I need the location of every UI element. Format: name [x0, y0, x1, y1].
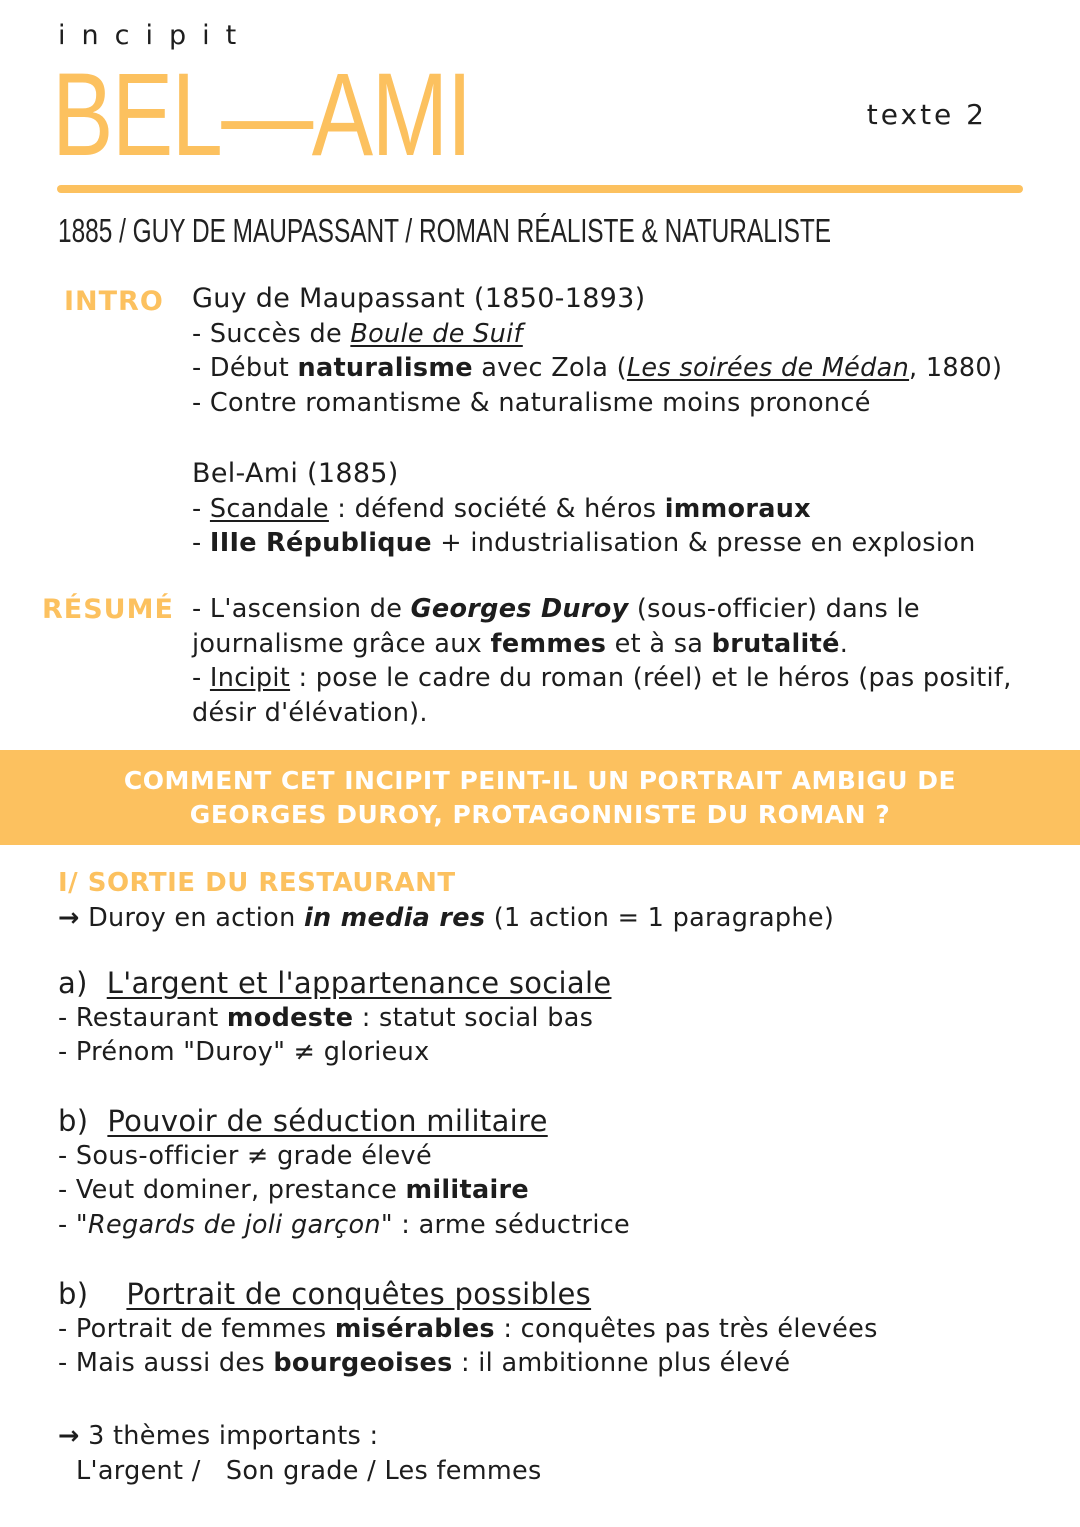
resume-line-4: désir d'élévation).: [192, 697, 428, 728]
incipit-label: incipit: [58, 20, 253, 51]
intro-label: INTRO: [64, 286, 164, 317]
subsection-c: [58, 1277, 1058, 1381]
subsection-b-item-3: - "Regards de joli garçon" : arme séductrice: [58, 1209, 631, 1240]
subsection-c-item-2: - Mais aussi des bourgeoises : il ambitionne plus élevé: [58, 1348, 791, 1378]
arrow-icon: →: [58, 903, 80, 933]
text-number: texte 2: [866, 98, 987, 131]
subsection-a: [58, 966, 1058, 1070]
section-title: I/ SORTIE DU RESTAURANT: [58, 868, 456, 898]
subsection-b-item-1: - Sous-officier ≠ grade élevé: [58, 1140, 432, 1171]
book-item-1: - Scandale : défend société & héros immoraux: [192, 493, 811, 524]
subsection-b-heading: b) Pouvoir de séduction militaire: [58, 1104, 548, 1138]
problematic-banner: [0, 750, 1080, 845]
subsection-c-item-1: - Portrait de femmes misérables : conquêtes pas très élevées: [58, 1313, 878, 1344]
book-heading: Bel-Ami (1885): [192, 458, 399, 489]
subsection-b-item-2: - Veut dominer, prestance militaire: [58, 1175, 529, 1205]
author-heading: Guy de Maupassant (1850-1893): [192, 283, 646, 314]
banner-line-2: GEORGES DUROY, PROTAGONNISTE DU ROMAN ?: [189, 799, 891, 829]
subsection-a-item-1: - Restaurant modeste : statut social bas: [58, 1002, 594, 1033]
intro-author-block: [192, 282, 1032, 420]
title-divider: [57, 185, 1023, 193]
subsection-a-heading: a) L'argent et l'appartenance sociale: [58, 966, 612, 1000]
resume-label: RÉSUMÉ: [42, 594, 174, 625]
themes-summary: [58, 1419, 1058, 1488]
banner-line-1: COMMENT CET INCIPIT PEINT-IL UN PORTRAIT AMBIGU DE: [123, 765, 957, 795]
resume-line-2: journalisme grâce aux femmes et à sa brutalité.: [192, 628, 849, 659]
intro-book-block: [192, 457, 1032, 561]
section-intro: → Duroy en action in media res (1 action = 1 paragraphe): [58, 903, 835, 933]
themes-list: L'argent / Son grade / Les femmes: [76, 1455, 542, 1486]
subsection-a-item-2: - Prénom "Duroy" ≠ glorieux: [58, 1037, 430, 1067]
subsection-c-heading: b) Portrait de conquêtes possibles: [58, 1277, 592, 1311]
intro-item-2: - Début naturalisme avec Zola (Les soirées de Médan, 1880): [192, 353, 1003, 383]
subsection-b: [58, 1104, 1058, 1242]
intro-item-3: - Contre romantisme & naturalisme moins prononcé: [192, 387, 871, 418]
page-title: BEL—AMI: [52, 49, 471, 181]
resume-line-1: - L'ascension de Georges Duroy (sous-officier) dans le: [192, 594, 920, 624]
intro-item-1: - Succès de Boule de Suif: [192, 318, 523, 349]
arrow-icon: →: [58, 1421, 80, 1451]
book-item-2: - IIIe République + industrialisation & presse en explosion: [192, 528, 976, 558]
meta-line: 1885 / GUY DE MAUPASSANT / ROMAN RÉALISTE & NATURALISTE: [58, 212, 832, 249]
themes-heading: → 3 thèmes importants :: [58, 1421, 379, 1451]
resume-line-3: - Incipit : pose le cadre du roman (réel) et le héros (pas positif,: [192, 663, 1012, 693]
resume-block: [192, 592, 1032, 730]
